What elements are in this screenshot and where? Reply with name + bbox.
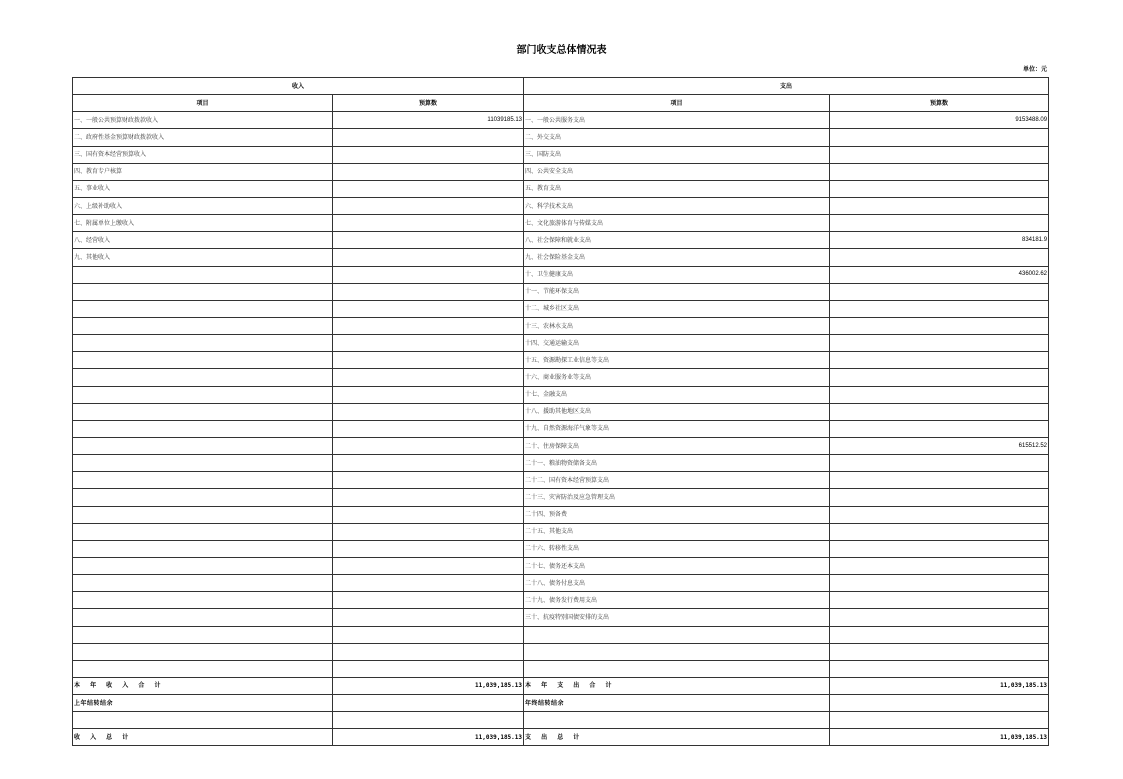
expense-item-cell: 二十三、灾害防治及应急管理支出 — [524, 489, 830, 506]
income-item-cell: 三、国有资本经营预算收入 — [73, 146, 333, 163]
expense-value-cell — [830, 180, 1049, 197]
income-value-cell — [333, 540, 524, 557]
expense-value-cell — [830, 523, 1049, 540]
income-item-cell — [73, 523, 333, 540]
income-item-cell — [73, 300, 333, 317]
expense-value-cell — [830, 472, 1049, 489]
column-header-row — [73, 95, 1049, 112]
total-expense-value: 11,039,185.13 — [830, 729, 1049, 746]
income-item-cell — [73, 592, 333, 609]
expense-value-cell — [830, 540, 1049, 557]
income-item-cell — [73, 335, 333, 352]
table-row — [73, 420, 1049, 437]
expense-item-cell: 二、外交支出 — [524, 129, 830, 146]
income-value-cell — [333, 592, 524, 609]
year-income-value: 11,039,185.13 — [333, 677, 524, 694]
grand-total-row — [73, 729, 1049, 746]
expense-value-cell — [830, 455, 1049, 472]
year-expense-label: 本 年 支 出 合 计 — [524, 677, 830, 694]
income-item-cell — [73, 420, 333, 437]
expense-item-cell: 二十七、债务还本支出 — [524, 557, 830, 574]
income-item-cell — [73, 352, 333, 369]
income-item-cell — [73, 369, 333, 386]
expense-item-cell: 十四、交通运输支出 — [524, 335, 830, 352]
expense-item-cell — [524, 626, 830, 643]
table-row — [73, 283, 1049, 300]
expense-value-cell — [830, 249, 1049, 266]
table-row — [73, 215, 1049, 232]
income-item-cell: 六、上级补助收入 — [73, 197, 333, 214]
table-row — [73, 626, 1049, 643]
table-row — [73, 129, 1049, 146]
income-value-cell — [333, 403, 524, 420]
income-item-header: 项目 — [73, 95, 333, 112]
spacer-row — [73, 712, 1049, 729]
expense-value-cell — [830, 592, 1049, 609]
expense-value-cell — [830, 403, 1049, 420]
income-item-cell — [73, 643, 333, 660]
income-value-cell — [333, 626, 524, 643]
income-item-cell: 五、事业收入 — [73, 180, 333, 197]
spacer-cell — [830, 712, 1049, 729]
page-title: 部门收支总体情况表 — [516, 45, 607, 56]
income-item-cell — [73, 437, 333, 454]
expense-value-cell — [830, 643, 1049, 660]
expense-value-cell — [830, 575, 1049, 592]
table-row — [73, 180, 1049, 197]
income-value-cell — [333, 146, 524, 163]
income-item-cell — [73, 403, 333, 420]
expense-item-cell: 二十九、债务发行费用支出 — [524, 592, 830, 609]
expense-value-cell — [830, 335, 1049, 352]
income-item-cell — [73, 506, 333, 523]
expense-value-cell — [830, 369, 1049, 386]
expense-value-cell — [830, 300, 1049, 317]
expense-value-cell — [830, 317, 1049, 334]
income-value-cell — [333, 215, 524, 232]
table-row — [73, 592, 1049, 609]
expense-item-cell: 七、文化旅游体育与传媒支出 — [524, 215, 830, 232]
expense-item-cell: 二十、住房保障支出 — [524, 437, 830, 454]
income-value-cell — [333, 643, 524, 660]
income-item-cell — [73, 540, 333, 557]
income-value-cell — [333, 232, 524, 249]
expense-value-cell: 834181.9 — [830, 232, 1049, 249]
income-value-cell — [333, 437, 524, 454]
balance-row — [73, 695, 1049, 712]
income-value-cell — [333, 472, 524, 489]
income-value-cell — [333, 386, 524, 403]
income-item-cell — [73, 626, 333, 643]
expense-value-cell — [830, 386, 1049, 403]
expense-item-cell: 十一、节能环保支出 — [524, 283, 830, 300]
expense-item-cell: 二十五、其他支出 — [524, 523, 830, 540]
table-row — [73, 317, 1049, 334]
income-item-cell: 二、政府性基金预算财政拨款收入 — [73, 129, 333, 146]
expense-value-cell — [830, 557, 1049, 574]
income-item-cell — [73, 455, 333, 472]
year-total-row — [73, 677, 1049, 694]
expense-item-cell: 十、卫生健康支出 — [524, 266, 830, 283]
expense-value-cell — [830, 352, 1049, 369]
expense-item-cell: 三十、抗疫特别国债安排的支出 — [524, 609, 830, 626]
income-value-cell — [333, 335, 524, 352]
totals-body — [73, 677, 1049, 746]
table-row — [73, 472, 1049, 489]
income-item-cell — [73, 489, 333, 506]
expense-value-cell — [830, 609, 1049, 626]
expense-value-cell — [830, 506, 1049, 523]
table-row — [73, 386, 1049, 403]
income-value-cell — [333, 249, 524, 266]
expense-item-cell: 九、社会保险基金支出 — [524, 249, 830, 266]
expense-item-cell — [524, 660, 830, 677]
section-header-row — [73, 78, 1049, 95]
income-item-cell: 四、教育专户核算 — [73, 163, 333, 180]
expense-item-cell: 六、科学技术支出 — [524, 197, 830, 214]
income-item-cell: 七、附属单位上缴收入 — [73, 215, 333, 232]
income-item-cell — [73, 575, 333, 592]
expense-value-cell — [830, 660, 1049, 677]
income-item-cell: 一、一般公共预算财政拨款收入 — [73, 112, 333, 129]
total-expense-label: 支 出 总 计 — [524, 729, 830, 746]
prev-balance-label: 上年结转结余 — [73, 695, 333, 712]
expense-item-cell: 二十六、转移性支出 — [524, 540, 830, 557]
expense-value-cell — [830, 420, 1049, 437]
table-row — [73, 437, 1049, 454]
year-expense-value: 11,039,185.13 — [830, 677, 1049, 694]
expense-item-cell: 二十一、粮油物资储备支出 — [524, 455, 830, 472]
table-row — [73, 660, 1049, 677]
income-value-cell — [333, 523, 524, 540]
income-header: 收入 — [73, 78, 524, 95]
income-value-cell — [333, 506, 524, 523]
expense-item-cell: 十三、农林水支出 — [524, 317, 830, 334]
income-value-cell — [333, 180, 524, 197]
expense-value-cell — [830, 283, 1049, 300]
table-row — [73, 609, 1049, 626]
income-item-cell — [73, 283, 333, 300]
expense-item-cell: 二十四、预备费 — [524, 506, 830, 523]
table-row — [73, 523, 1049, 540]
income-budget-header: 预算数 — [333, 95, 524, 112]
income-item-cell — [73, 266, 333, 283]
expense-value-cell: 615512.52 — [830, 437, 1049, 454]
expense-item-cell: 八、社会保障和就业支出 — [524, 232, 830, 249]
table-row — [73, 352, 1049, 369]
income-value-cell — [333, 266, 524, 283]
expense-item-cell: 十七、金融支出 — [524, 386, 830, 403]
total-income-label: 收 入 总 计 — [73, 729, 333, 746]
table-row — [73, 455, 1049, 472]
income-value-cell — [333, 455, 524, 472]
expense-value-cell — [830, 146, 1049, 163]
table-row — [73, 369, 1049, 386]
table-row — [73, 300, 1049, 317]
income-value-cell — [333, 129, 524, 146]
income-item-cell: 八、经营收入 — [73, 232, 333, 249]
expense-item-cell: 二十二、国有资本经营预算支出 — [524, 472, 830, 489]
expense-item-cell: 十八、援助其他地区支出 — [524, 403, 830, 420]
prev-balance-value — [333, 695, 524, 712]
spacer-cell — [524, 712, 830, 729]
expense-item-cell: 十九、自然资源海洋气象等支出 — [524, 420, 830, 437]
expense-header: 支出 — [524, 78, 1049, 95]
expense-item-cell: 十二、城乡社区支出 — [524, 300, 830, 317]
income-value-cell — [333, 163, 524, 180]
expense-item-cell: 一、一般公共服务支出 — [524, 112, 830, 129]
income-value-cell — [333, 317, 524, 334]
expense-item-header: 项目 — [524, 95, 830, 112]
expense-budget-header: 预算数 — [830, 95, 1049, 112]
income-item-cell — [73, 660, 333, 677]
expense-value-cell — [830, 129, 1049, 146]
income-value-cell — [333, 369, 524, 386]
end-balance-value — [830, 695, 1049, 712]
income-value-cell — [333, 489, 524, 506]
expense-item-cell: 十五、资源勘探工业信息等支出 — [524, 352, 830, 369]
expense-item-cell — [524, 643, 830, 660]
expense-value-cell — [830, 163, 1049, 180]
table-row — [73, 506, 1049, 523]
table-row — [73, 163, 1049, 180]
expense-value-cell: 9153488.09 — [830, 112, 1049, 129]
table-row — [73, 266, 1049, 283]
income-item-cell — [73, 472, 333, 489]
income-value-cell — [333, 660, 524, 677]
table-row — [73, 403, 1049, 420]
income-value-cell: 11039185.13 — [333, 112, 524, 129]
income-value-cell — [333, 557, 524, 574]
table-row — [73, 643, 1049, 660]
year-income-label: 本 年 收 入 合 计 — [73, 677, 333, 694]
table-row — [73, 146, 1049, 163]
income-item-cell — [73, 609, 333, 626]
expense-value-cell: 436002.62 — [830, 266, 1049, 283]
table-row — [73, 489, 1049, 506]
income-value-cell — [333, 283, 524, 300]
income-item-cell: 九、其他收入 — [73, 249, 333, 266]
expense-item-cell: 三、国防支出 — [524, 146, 830, 163]
expense-item-cell: 四、公共安全支出 — [524, 163, 830, 180]
table-row — [73, 575, 1049, 592]
spacer-cell — [73, 712, 333, 729]
table-row — [73, 232, 1049, 249]
income-item-cell — [73, 557, 333, 574]
income-value-cell — [333, 352, 524, 369]
budget-table — [72, 77, 1049, 746]
expense-value-cell — [830, 197, 1049, 214]
expense-value-cell — [830, 215, 1049, 232]
table-row — [73, 197, 1049, 214]
table-row — [73, 540, 1049, 557]
income-value-cell — [333, 300, 524, 317]
expense-item-cell: 五、教育支出 — [524, 180, 830, 197]
income-value-cell — [333, 575, 524, 592]
expense-value-cell — [830, 626, 1049, 643]
total-income-value: 11,039,185.13 — [333, 729, 524, 746]
expense-value-cell — [830, 489, 1049, 506]
income-value-cell — [333, 420, 524, 437]
table-body — [73, 112, 1049, 678]
income-item-cell — [73, 386, 333, 403]
spacer-cell — [333, 712, 524, 729]
table-row — [73, 557, 1049, 574]
end-balance-label: 年终结转结余 — [524, 695, 830, 712]
table-row — [73, 112, 1049, 129]
income-value-cell — [333, 609, 524, 626]
table-row — [73, 249, 1049, 266]
income-value-cell — [333, 197, 524, 214]
expense-item-cell: 十六、商业服务业等支出 — [524, 369, 830, 386]
unit-label: 单位：元 — [1022, 66, 1047, 73]
expense-item-cell: 二十八、债务付息支出 — [524, 575, 830, 592]
table-row — [73, 335, 1049, 352]
income-item-cell — [73, 317, 333, 334]
